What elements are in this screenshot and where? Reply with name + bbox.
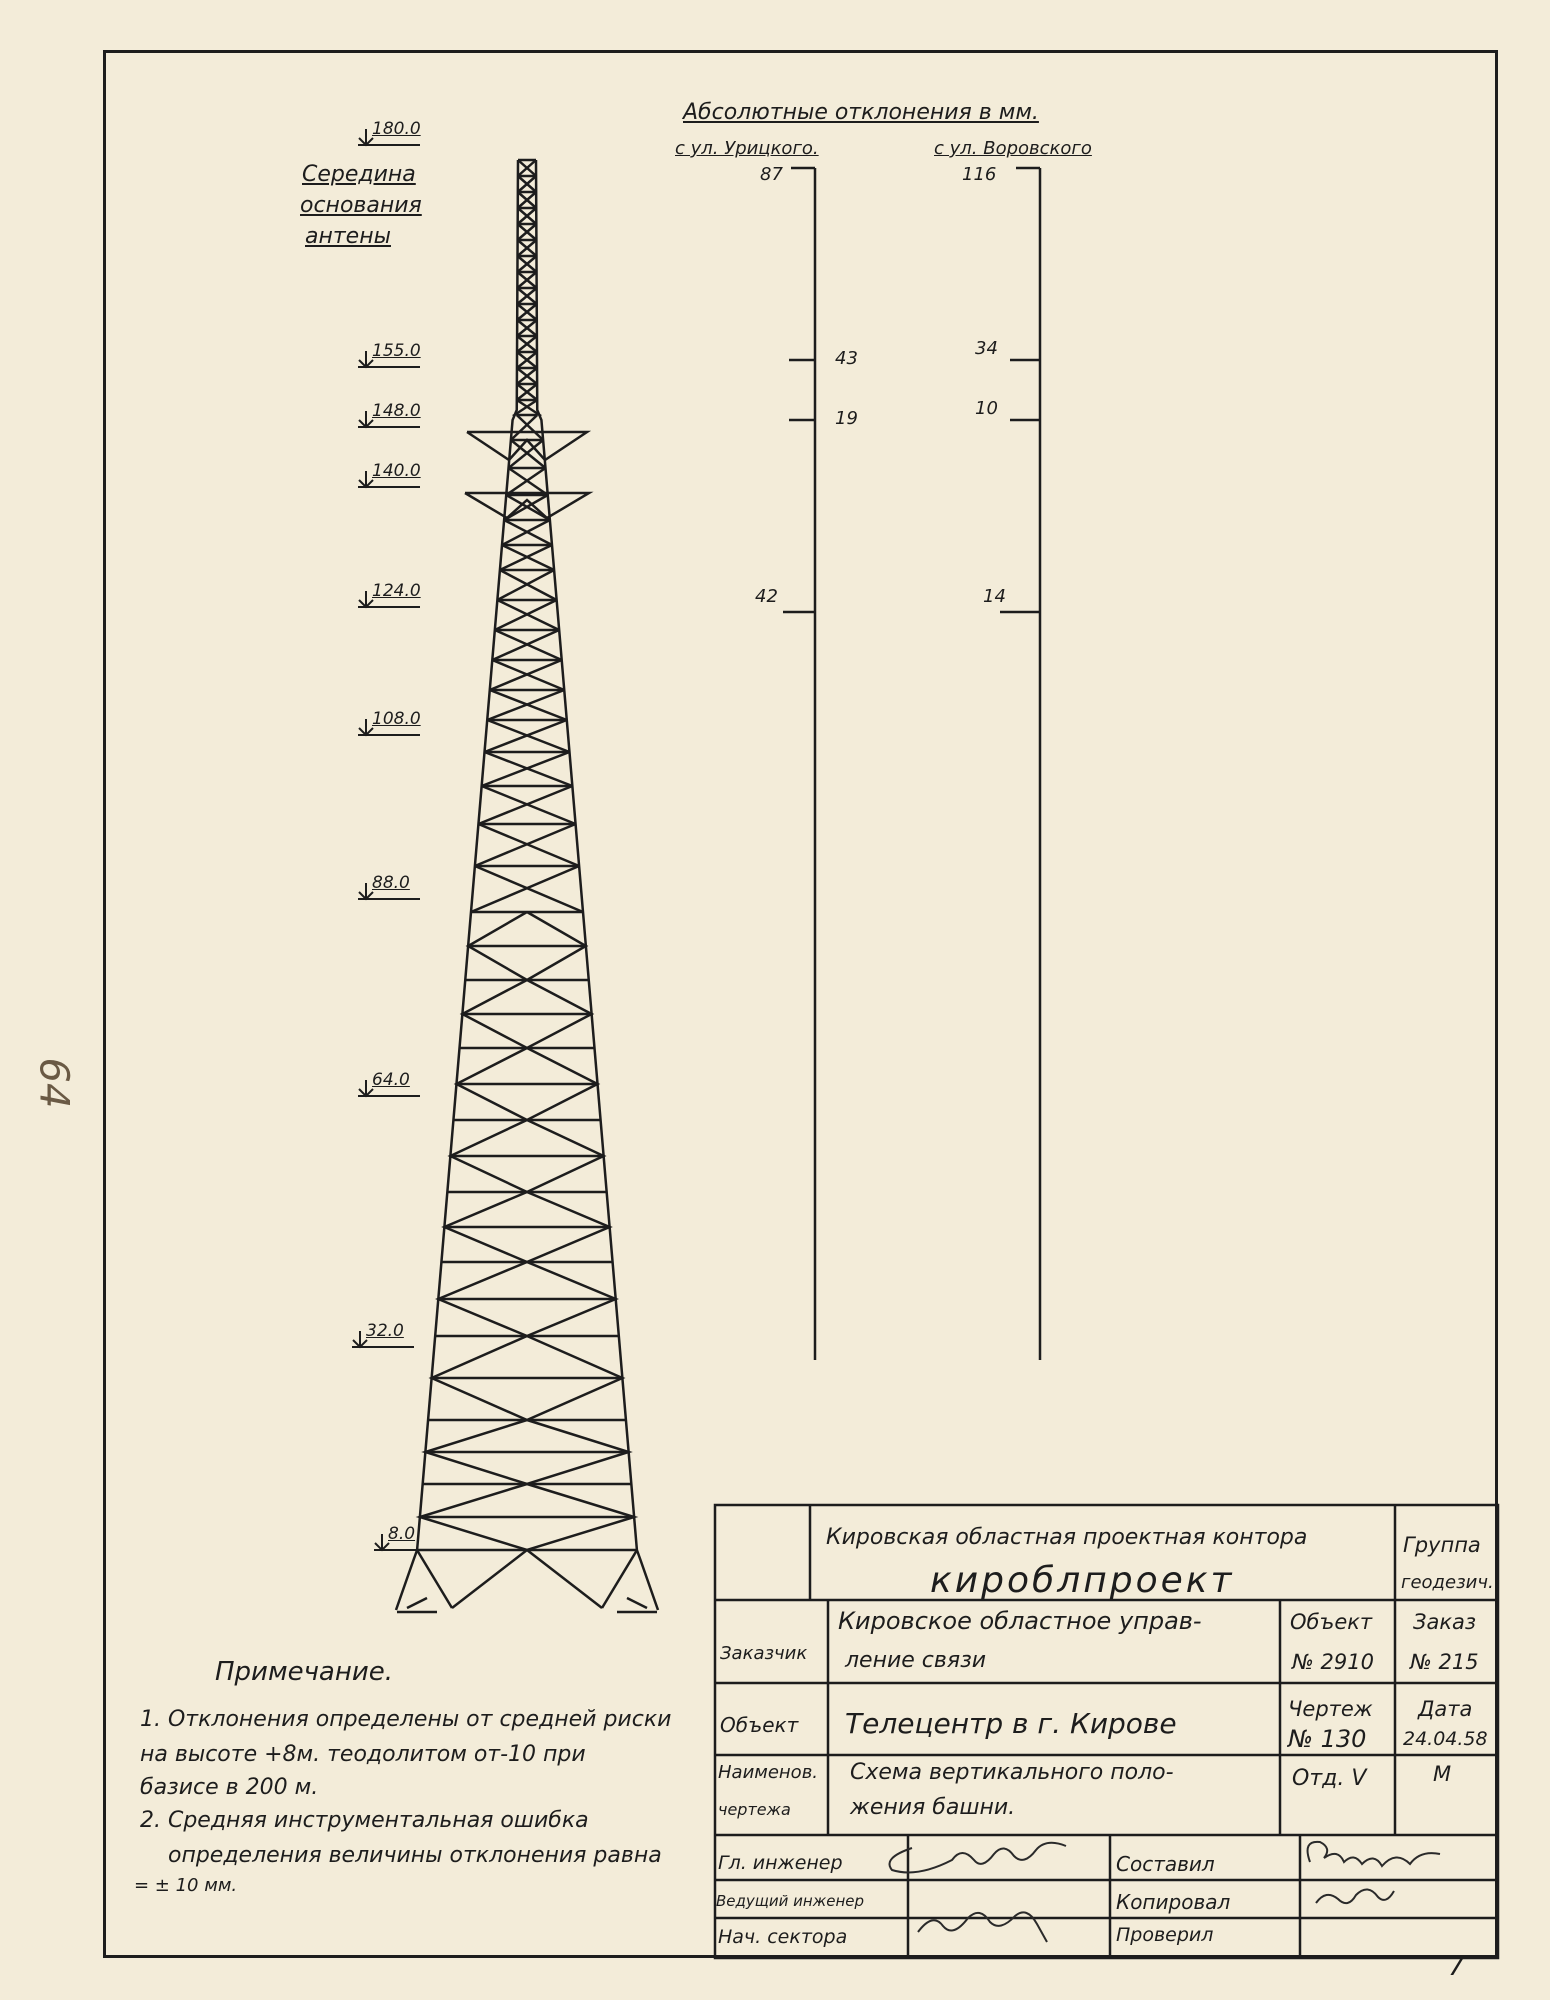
notes-title: Примечание.	[215, 1657, 394, 1687]
uritsky-value: 19	[835, 408, 858, 429]
margin-number: 64	[30, 1057, 77, 1109]
tower-right-leg	[536, 160, 658, 1610]
tb-compiled-label: Составил	[1116, 1852, 1215, 1876]
note-line-5: определения величины отклонения равна	[168, 1843, 662, 1868]
tb-name-value-2: жения башни.	[850, 1795, 1016, 1820]
elevation-label: 32.0	[366, 1321, 404, 1341]
tb-date-2: 24.04.58	[1403, 1728, 1488, 1750]
page-number: 7	[1448, 1952, 1465, 1982]
tb-customer-value-2: ление связи	[845, 1648, 987, 1673]
tb-drawing-no-2: № 130	[1288, 1725, 1367, 1753]
elevation-label: 108.0	[372, 709, 421, 729]
tb-name-value-1: Схема вертикального поло-	[850, 1760, 1174, 1785]
tower-base-leg	[527, 1550, 602, 1608]
column-left-label: с ул. Урицкого.	[675, 138, 819, 159]
uritsky-value: 43	[835, 348, 858, 369]
vorovsky-value: 14	[983, 586, 1006, 607]
tb-order-no-2: № 215	[1410, 1650, 1479, 1674]
elevation-label: 124.0	[372, 581, 421, 601]
tb-sector-head-label: Нач. сектора	[718, 1926, 848, 1948]
elevation-label: 155.0	[372, 341, 421, 361]
tb-group-1: Группа	[1403, 1533, 1481, 1557]
antenna-label-3: антены	[305, 224, 391, 249]
antenna-label-1: Середина	[302, 162, 416, 187]
vorovsky-value: 34	[975, 338, 998, 359]
elevation-label: 140.0	[372, 461, 421, 481]
tb-customer-value-1: Кировское областное управ-	[838, 1607, 1202, 1635]
column-right-label: с ул. Воровского	[934, 138, 1092, 159]
elevation-label: 148.0	[372, 401, 421, 421]
tb-scale: М	[1433, 1762, 1452, 1786]
note-line-3: базисе в 200 м.	[140, 1775, 319, 1800]
note-line-4: 2. Средняя инструментальная ошибка	[140, 1808, 589, 1833]
deviation-lines	[783, 168, 1040, 1360]
tower-brace	[511, 415, 537, 440]
tower-brace	[509, 468, 548, 495]
elevation-label: 88.0	[372, 873, 410, 893]
tower-brace	[517, 415, 543, 440]
tb-chief-engineer-label: Гл. инженер	[718, 1852, 843, 1874]
tower-base-leg	[452, 1550, 527, 1608]
elevation-label: 64.0	[372, 1070, 410, 1090]
tb-name-label-2: чертежа	[718, 1800, 791, 1819]
antenna-label-2: основания	[300, 193, 422, 218]
tb-org-line: Кировская областная проектная контора	[826, 1525, 1308, 1550]
tb-org-name: кироблпроект	[930, 1560, 1235, 1601]
tb-order-no-1: Заказ	[1413, 1610, 1477, 1634]
tb-copied-label: Копировал	[1116, 1890, 1231, 1914]
tb-object-label: Объект	[720, 1713, 799, 1737]
tb-name-label-1: Наименов.	[718, 1762, 819, 1783]
tb-object-no-2: № 2910	[1292, 1650, 1374, 1674]
tower-brace	[506, 468, 545, 495]
vorovsky-value: 10	[975, 398, 998, 419]
vorovsky-value: 116	[962, 164, 997, 185]
tb-date-1: Дата	[1418, 1697, 1473, 1721]
uritsky-value: 42	[755, 586, 778, 607]
uritsky-value: 87	[760, 164, 783, 185]
note-line-1: 1. Отклонения определены от средней риски	[140, 1707, 672, 1732]
deviations-header: Абсолютные отклонения в мм.	[683, 100, 1039, 125]
tb-object-no-1: Объект	[1290, 1610, 1373, 1634]
elevation-label: 8.0	[388, 1524, 416, 1544]
tower-brace	[475, 824, 576, 866]
tower-brace	[478, 824, 579, 866]
tower-footings	[397, 1598, 657, 1612]
tb-object-value: Телецентр в г. Кирове	[845, 1707, 1177, 1740]
tb-checked-label: Проверил	[1116, 1924, 1214, 1946]
tower-brace	[475, 866, 583, 912]
tower-left-leg	[396, 160, 518, 1610]
tb-customer-label: Заказчик	[720, 1643, 808, 1664]
tb-lead-engineer-label: Ведущий инженер	[716, 1892, 865, 1910]
note-line-2: на высоте +8м. теодолитом от-10 при	[140, 1742, 586, 1767]
tower-lattice	[396, 160, 658, 1612]
tower-brace	[471, 866, 579, 912]
note-line-6: = ± 10 мм.	[134, 1875, 238, 1896]
elevation-label: 180.0	[372, 119, 421, 139]
tb-group-2: геодезич.	[1401, 1572, 1494, 1593]
upper-platform	[467, 432, 587, 460]
tb-drawing-no-1: Чертеж	[1288, 1697, 1373, 1721]
tb-dept: Отд. V	[1292, 1766, 1367, 1791]
